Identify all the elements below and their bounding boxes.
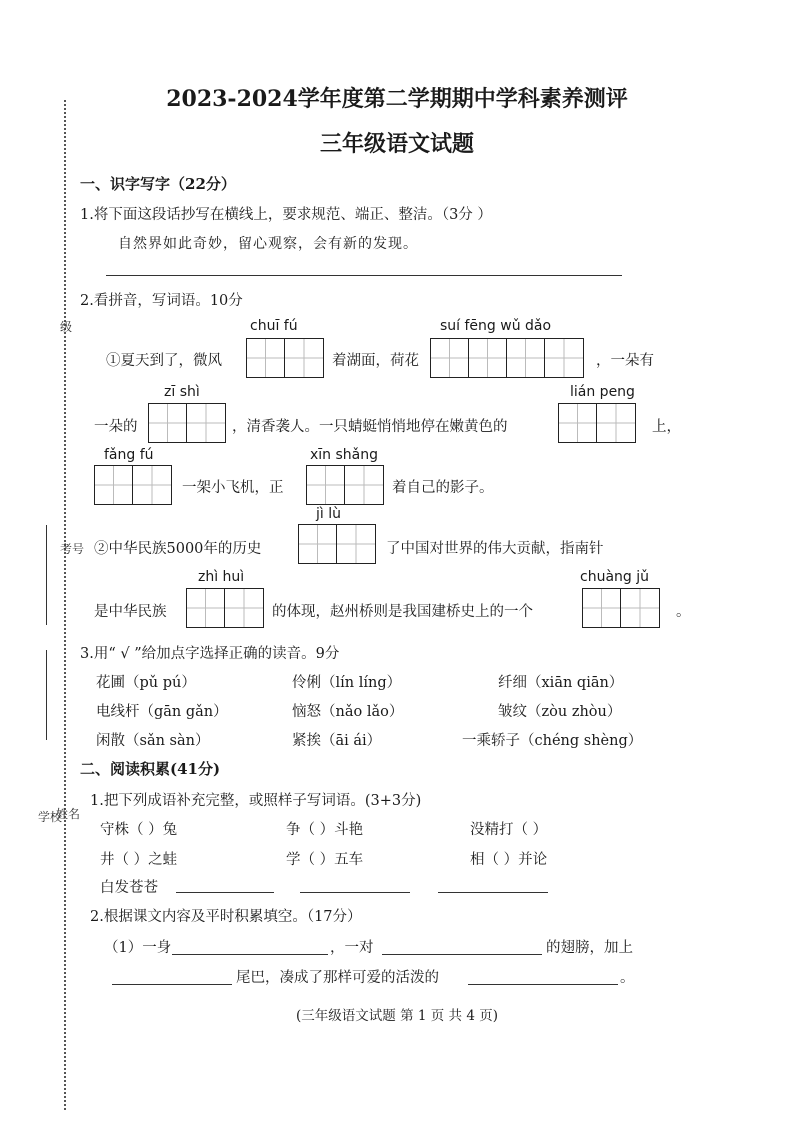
idiom-item[interactable]: 学（ ）五车 xyxy=(286,852,364,868)
idiom-item[interactable]: 没精打（ ） xyxy=(470,822,548,838)
pinyin-jilu: jì lù xyxy=(316,506,341,522)
pronunciation-item[interactable]: 紧挨（āi ái） xyxy=(292,733,382,749)
pinyin-zishi: zī shì xyxy=(164,384,200,400)
pronunciation-item[interactable]: 闲散（sǎn sàn） xyxy=(96,733,210,749)
fill-line-4[interactable] xyxy=(468,984,618,985)
q2-text-1c: ，一朵有 xyxy=(596,353,654,369)
s2-q2-text-2a: 尾巴，凑成了那样可爱的活泼的 xyxy=(236,970,439,986)
pronunciation-item[interactable]: 花圃（pǔ pú） xyxy=(96,675,196,691)
answer-grid-fangfu[interactable] xyxy=(94,465,172,505)
margin-line-1 xyxy=(46,525,47,625)
pinyin-zhihui: zhì huì xyxy=(198,569,245,585)
q2-text-1a: ①夏天到了，微风 xyxy=(106,353,222,369)
s2-q2-text-1b: ，一对 xyxy=(330,940,374,956)
margin-line-2 xyxy=(46,650,47,740)
pinyin-chuangju: chuàng jǔ xyxy=(580,569,649,585)
q3-instruction: 3.用“ √ ”给加点字选择正确的读音。9分 xyxy=(80,646,340,662)
margin-label-name: 姓名 xyxy=(56,807,81,821)
pronunciation-item[interactable]: 皱纹（zòu zhòu） xyxy=(498,704,622,720)
section2-heading: 二、阅读积累(41分) xyxy=(80,760,221,778)
fill-line-1[interactable] xyxy=(172,954,328,955)
q2-text-3b: 着自己的影子。 xyxy=(392,480,494,496)
page-title: 2023-2024学年度第二学期期中学科素养测评 xyxy=(166,86,628,112)
q2-instruction: 2.看拼音，写词语。10分 xyxy=(80,293,243,309)
idiom-item[interactable]: 相（ ）并论 xyxy=(470,852,548,868)
pronunciation-item[interactable]: 电线杆（gān gǎn） xyxy=(96,704,228,720)
s2-q1-instruction: 1.把下列成语补充完整，或照样子写词语。(3+3分) xyxy=(90,793,422,809)
fill-line-3[interactable] xyxy=(112,984,232,985)
idiom-answer-line-3[interactable] xyxy=(438,892,548,893)
q2-text-2a: 一朵的 xyxy=(94,419,138,435)
q2-text-5b: 的体现，赵州桥则是我国建桥史上的一个 xyxy=(272,604,533,620)
page-footer: (三年级语文试题 第 1 页 共 4 页) xyxy=(296,1008,498,1024)
q1-instruction: 1.将下面这段话抄写在横线上，要求规范、端正、整洁。（3分 ） xyxy=(80,207,492,223)
q2-text-1b: 着湖面，荷花 xyxy=(332,353,419,369)
answer-grid-suifengwudao[interactable] xyxy=(430,338,584,378)
q2-text-5c: 。 xyxy=(676,604,691,620)
pronunciation-item[interactable]: 纤细（xiān qiān） xyxy=(498,675,624,691)
pronunciation-item[interactable]: 伶俐（lín líng） xyxy=(292,675,402,691)
s2-q2-text-1c: 的翅膀，加上 xyxy=(546,940,633,956)
answer-grid-zhihui[interactable] xyxy=(186,588,264,628)
q2-text-2c: 上， xyxy=(652,419,681,435)
answer-grid-chuangju[interactable] xyxy=(582,588,660,628)
q1-copy-sentence: 自然界如此奇妙，留心观察，会有新的发现。 xyxy=(118,236,418,252)
page-subtitle: 三年级语文试题 xyxy=(319,131,474,157)
idiom-item[interactable]: 争（ ）斗艳 xyxy=(286,822,364,838)
idiom-answer-line-2[interactable] xyxy=(300,892,410,893)
q2-text-3a: 一架小飞机，正 xyxy=(182,480,284,496)
s2-q2-text-2b: 。 xyxy=(620,970,635,986)
q2-text-4a: ②中华民族5000年的历史 xyxy=(94,541,262,557)
margin-label-exam-number: 考号 xyxy=(60,542,85,556)
pinyin-suifengwudao: suí fēng wǔ dǎo xyxy=(440,318,552,334)
idiom-item[interactable]: 井（ ）之蛙 xyxy=(100,852,178,868)
s2-q2-text-1a: （1）一身 xyxy=(104,940,172,956)
pinyin-lianpeng: lián peng xyxy=(570,384,635,400)
answer-grid-lianpeng[interactable] xyxy=(558,403,636,443)
fill-line-2[interactable] xyxy=(382,954,542,955)
pinyin-chuifu: chuī fú xyxy=(250,318,298,334)
q2-text-4b: 了中国对世界的伟大贡献，指南针 xyxy=(386,541,604,557)
q2-text-2b: ，清香袭人。一只蜻蜓悄悄地停在嫩黄色的 xyxy=(232,419,508,435)
answer-grid-jilu[interactable] xyxy=(298,524,376,564)
answer-grid-xinshang[interactable] xyxy=(306,465,384,505)
pinyin-fangfu: fǎng fú xyxy=(104,447,154,463)
answer-grid-chuifu[interactable] xyxy=(246,338,324,378)
example-idiom: 白发苍苍 xyxy=(100,880,158,896)
pinyin-xinshang: xīn shǎng xyxy=(310,447,379,463)
q1-answer-line[interactable] xyxy=(106,275,622,276)
s2-q2-instruction: 2.根据课文内容及平时积累填空。（17分） xyxy=(90,909,362,925)
margin-label-school: 学校 xyxy=(38,810,63,824)
pronunciation-item[interactable]: 一乘轿子（chéng shèng） xyxy=(462,733,643,749)
margin-label-grade: 级 xyxy=(60,320,73,334)
idiom-answer-line-1[interactable] xyxy=(176,892,274,893)
binding-dotted-line xyxy=(64,100,66,1110)
idiom-item[interactable]: 守株（ ）兔 xyxy=(100,822,178,838)
answer-grid-zishi[interactable] xyxy=(148,403,226,443)
pronunciation-item[interactable]: 恼怒（nǎo lǎo） xyxy=(292,704,404,720)
section1-heading: 一、识字写字（22分） xyxy=(80,175,236,193)
q2-text-5a: 是中华民族 xyxy=(94,604,167,620)
